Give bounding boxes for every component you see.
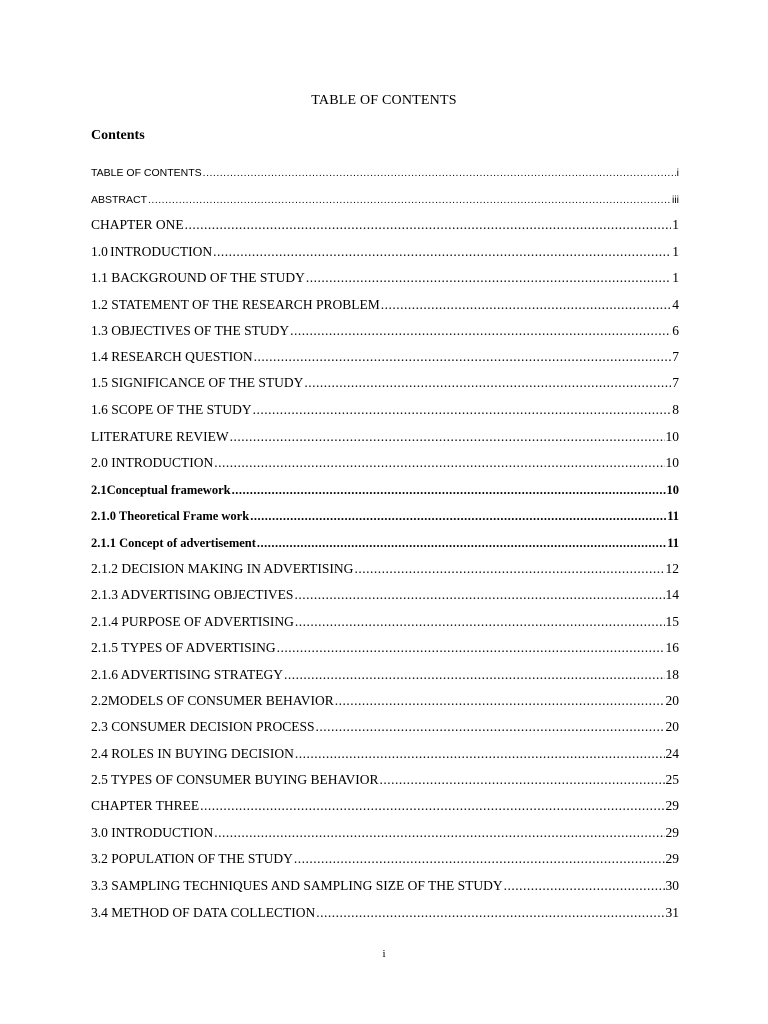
toc-entry-label: 1.2 STATEMENT OF THE RESEARCH PROBLEM: [91, 297, 380, 312]
toc-entry[interactable]: [91, 243, 679, 261]
toc-entry[interactable]: [91, 560, 679, 578]
toc-entry-label: 2.3 CONSUMER DECISION PROCESS: [91, 719, 315, 734]
contents-heading: Contents: [91, 128, 145, 143]
toc-entry[interactable]: [91, 322, 679, 340]
toc-entry[interactable]: [91, 824, 679, 842]
toc-entry[interactable]: [91, 191, 679, 209]
toc-entry[interactable]: [91, 850, 679, 868]
toc-leader-dots: [294, 586, 664, 604]
toc-entry-page: 29: [665, 825, 679, 840]
toc-entry-page: 18: [665, 667, 679, 682]
toc-leader-dots: [380, 771, 665, 789]
toc-entry-label: 3.3 SAMPLING TECHNIQUES AND SAMPLING SIZE OF THE STUDY: [91, 878, 503, 893]
toc-entry-label: LITERATURE REVIEW: [91, 429, 229, 444]
toc-entry-label: 3.0 INTRODUCTION: [91, 825, 214, 840]
toc-entry[interactable]: [91, 216, 679, 234]
toc-entry-page: 20: [665, 693, 679, 708]
toc-entry-page: 7: [672, 375, 679, 390]
toc-entry[interactable]: [91, 904, 679, 922]
toc-leader-dots: [277, 639, 665, 657]
toc-leader-dots: [381, 296, 672, 314]
toc-leader-dots: [304, 374, 671, 392]
toc-leader-dots: [335, 692, 665, 710]
toc-entry[interactable]: [91, 534, 679, 552]
toc-entry-label: CHAPTER ONE: [91, 217, 184, 232]
toc-leader-dots: [284, 666, 665, 684]
toc-entry-page: 1: [672, 244, 679, 259]
toc-entry-number: 2.2: [91, 693, 108, 708]
toc-entry-label: 2.1.1 Concept of advertisement: [91, 536, 256, 550]
toc-entry[interactable]: [91, 692, 679, 710]
page-number: i: [382, 948, 386, 960]
toc-entry-label: 1.5 SIGNIFICANCE OF THE STUDY: [91, 375, 304, 390]
toc-leader-dots: [230, 428, 665, 446]
toc-leader-dots: [257, 534, 666, 552]
toc-entry[interactable]: [91, 877, 679, 895]
toc-leader-dots: [253, 401, 672, 419]
toc-leader-dots: [213, 243, 671, 261]
toc-entry-label: 2.5 TYPES OF CONSUMER BUYING BEHAVIOR: [91, 772, 379, 787]
toc-entry-page: 7: [672, 349, 679, 364]
toc-entry-page: 11: [667, 509, 679, 523]
toc-entry[interactable]: [91, 348, 679, 366]
toc-entry[interactable]: [91, 639, 679, 657]
toc-entry[interactable]: [91, 428, 679, 446]
toc-entry-label: 2.0 INTRODUCTION: [91, 455, 214, 470]
toc-entry-page: 11: [667, 536, 679, 550]
toc-entry[interactable]: [91, 613, 679, 631]
toc-leader-dots: [294, 850, 665, 868]
toc-entry-label: INTRODUCTION: [110, 244, 213, 259]
toc-entry-label: 2.1.2 DECISION MAKING IN ADVERTISING: [91, 561, 354, 576]
toc-entry-page: 25: [665, 772, 679, 787]
toc-entry-page: 1: [672, 270, 679, 285]
toc-entry[interactable]: [91, 296, 679, 314]
toc-leader-dots: [148, 191, 671, 209]
toc-entry[interactable]: [91, 666, 679, 684]
toc-entry-label: 2.1Conceptual framework: [91, 483, 231, 497]
toc-entry-page: 4: [672, 297, 679, 312]
toc-entry-page: 10: [665, 429, 679, 444]
toc-entry-page: 29: [665, 851, 679, 866]
toc-entry-label: CHAPTER THREE: [91, 798, 200, 813]
toc-entry-label: 2.1.5 TYPES OF ADVERTISING: [91, 640, 276, 655]
toc-entry[interactable]: [91, 718, 679, 736]
toc-entry-label: 2.1.0 Theoretical Frame work: [91, 509, 250, 523]
toc-leader-dots: [214, 454, 664, 472]
toc-entry[interactable]: [91, 481, 679, 499]
toc-leader-dots: [504, 877, 665, 895]
toc-entry-label: 2.1.6 ADVERTISING STRATEGY: [91, 667, 283, 682]
toc-entry-label: TABLE OF CONTENTS: [91, 167, 202, 179]
toc-leader-dots: [316, 718, 665, 736]
toc-leader-dots: [232, 481, 666, 499]
toc-entry-number: 1.0: [91, 244, 108, 259]
toc-entry[interactable]: [91, 507, 679, 525]
toc-entry-label: MODELS OF CONSUMER BEHAVIOR: [107, 693, 334, 708]
toc-leader-dots: [185, 216, 672, 234]
toc-leader-dots: [354, 560, 664, 578]
toc-entry-label: 1.1 BACKGROUND OF THE STUDY: [91, 270, 305, 285]
toc-entry[interactable]: [91, 771, 679, 789]
toc-leader-dots: [295, 745, 665, 763]
toc-entry-page: 29: [665, 798, 679, 813]
toc-entry-label: ABSTRACT: [91, 194, 148, 206]
toc-entry[interactable]: [91, 745, 679, 763]
toc-entry[interactable]: [91, 586, 679, 604]
toc-leader-dots: [290, 322, 671, 340]
toc-entry[interactable]: [91, 401, 679, 419]
toc-leader-dots: [200, 797, 664, 815]
toc-entry-label: 2.1.3 ADVERTISING OBJECTIVES: [91, 587, 294, 602]
toc-entry-label: 1.4 RESEARCH QUESTION: [91, 349, 253, 364]
page-title: TABLE OF CONTENTS: [311, 93, 457, 108]
toc-leader-dots: [295, 613, 665, 631]
toc-entry-page: 15: [665, 614, 679, 629]
toc-entry[interactable]: [91, 374, 679, 392]
toc-entry-page: i: [676, 167, 679, 179]
toc-leader-dots: [316, 904, 664, 922]
toc-entry-page: 31: [665, 905, 679, 920]
toc-entry-label: 1.6 SCOPE OF THE STUDY: [91, 402, 252, 417]
toc-entry-page: 12: [665, 561, 679, 576]
toc-entry-page: 20: [665, 719, 679, 734]
toc-entry-page: 10: [665, 455, 679, 470]
toc-entry-page: iii: [672, 194, 679, 206]
toc-entry-label: 3.4 METHOD OF DATA COLLECTION: [91, 905, 316, 920]
toc-entry-label: 2.1.4 PURPOSE OF ADVERTISING: [91, 614, 294, 629]
toc-entry-page: 1: [672, 217, 679, 232]
toc-entry-page: 30: [665, 878, 679, 893]
toc-leader-dots: [306, 269, 671, 287]
toc-entry-page: 6: [672, 323, 679, 338]
toc-entry-label: 1.3 OBJECTIVES OF THE STUDY: [91, 323, 290, 338]
toc-entry-page: 8: [672, 402, 679, 417]
toc-entry[interactable]: [91, 269, 679, 287]
toc-leader-dots: [203, 164, 676, 182]
toc-entry-page: 16: [665, 640, 679, 655]
toc-leader-dots: [214, 824, 664, 842]
toc-leader-dots: [250, 507, 666, 525]
toc-entry[interactable]: [91, 797, 679, 815]
toc-entry-page: 10: [666, 483, 679, 497]
toc-entry[interactable]: [91, 164, 679, 182]
toc-entry-page: 24: [665, 746, 679, 761]
toc-entry-page: 14: [665, 587, 679, 602]
toc-leader-dots: [254, 348, 672, 366]
toc-entry-label: 3.2 POPULATION OF THE STUDY: [91, 851, 293, 866]
toc-entry[interactable]: [91, 454, 679, 472]
toc-entry-label: 2.4 ROLES IN BUYING DECISION: [91, 746, 294, 761]
